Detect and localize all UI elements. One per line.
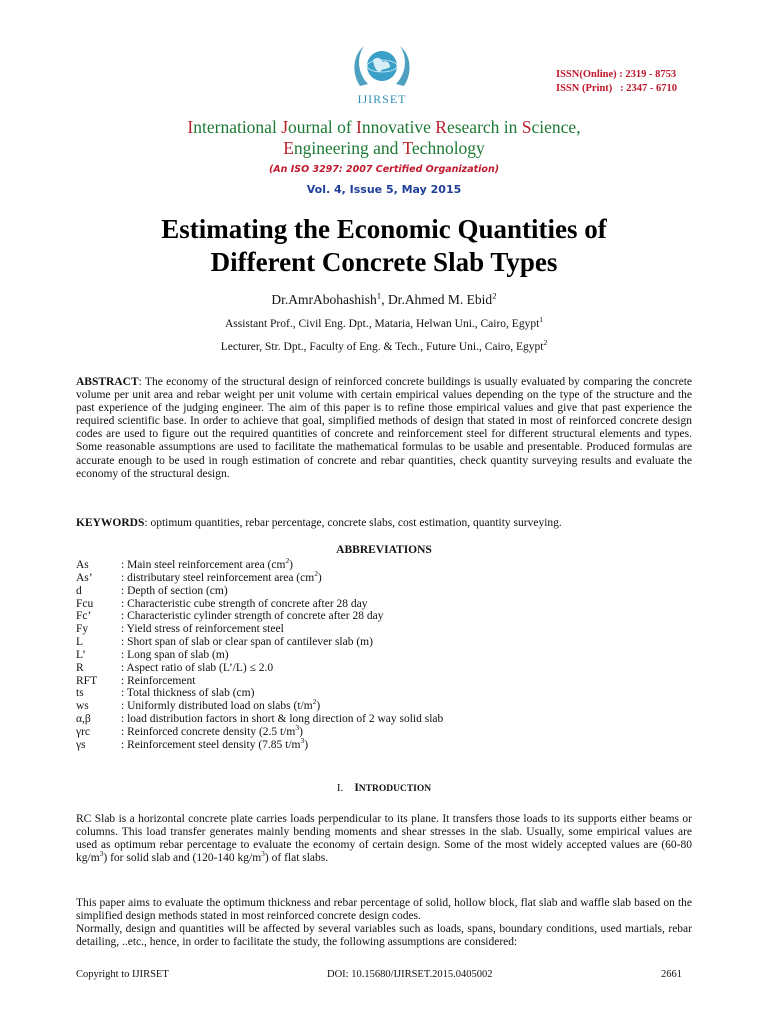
abbreviation-definition: : Aspect ratio of slab (L’/L) ≤ 2.0 xyxy=(121,661,274,674)
journal-name-segment: esearch in xyxy=(446,117,522,137)
abbreviation-unit-exponent: 2 xyxy=(285,556,290,566)
journal-name-segment: ngineering and xyxy=(293,138,403,158)
abbreviation-row xyxy=(76,662,692,675)
journal-name-segment: echnology xyxy=(411,138,485,158)
keywords-text: : optimum quantities, rebar percentage, concrete slabs, cost estimation, quantity surveying. xyxy=(144,517,562,529)
abbreviation-definition: : Yield stress of reinforcement steel xyxy=(121,623,284,636)
abbreviation-definition-tail: ) xyxy=(316,700,321,713)
abbreviation-symbol: As’ xyxy=(76,571,93,584)
abbreviation-symbol: d xyxy=(76,584,82,597)
abbreviation-row xyxy=(76,610,692,623)
abbreviation-symbol: R xyxy=(76,661,84,674)
abbreviation-row xyxy=(76,556,692,572)
abbreviation-definition-tail: ) xyxy=(317,571,322,584)
para1-part-b: ) for solid slab and (120-140 kg/m xyxy=(103,852,262,865)
abbreviation-row xyxy=(76,585,692,598)
paper-title xyxy=(0,213,768,279)
issn-online: ISSN(Online) : 2319 - 8753 xyxy=(556,69,677,80)
abbreviation-definition: : Total thickness of slab (cm) xyxy=(121,687,255,700)
footer-doi: DOI: 10.15680/IJIRSET.2015.0405002 xyxy=(327,969,493,980)
footer-page-number: 2661 xyxy=(661,969,682,980)
intro-paragraph-3: Normally, design and quantities will be affected by several variables such as loads, spans, boundary conditions, used martials, rebar detailing, ..etc., hence, in order to facilitate the study, the following assumptions are considered: xyxy=(76,923,692,949)
keywords-label: KEYWORDS xyxy=(76,517,145,529)
affiliation-1 xyxy=(0,315,768,330)
abbreviation-symbol: L’ xyxy=(76,648,86,661)
abbreviation-definition: : Reinforcement xyxy=(121,674,196,687)
abbreviation-unit-exponent: 2 xyxy=(312,697,317,707)
intro-paragraph-1 xyxy=(76,813,692,865)
abbreviation-row xyxy=(76,598,692,611)
abbreviation-definition: : Reinforcement steel density (7.85 t/m xyxy=(121,738,301,751)
footer-copyright: Copyright to IJIRSET xyxy=(76,969,169,980)
affiliation-1-text: Assistant Prof., Civil Eng. Dpt., Mataria, Helwan Uni., Cairo, Egypt xyxy=(224,318,540,330)
affiliation-2-text: Lecturer, Str. Dpt., Faculty of Eng. & Tech., Future Uni., Cairo, Egypt xyxy=(220,341,544,353)
abbreviation-definition: : Reinforced concrete density (2.5 t/m xyxy=(121,725,296,738)
issn-print: ISSN (Print) : 2347 - 6710 xyxy=(556,83,678,94)
author-2: Dr.Ahmed M. Ebid xyxy=(387,292,493,307)
volume-issue: Vol. 4, Issue 5, May 2015 xyxy=(306,183,462,196)
abbreviations-list xyxy=(76,556,692,752)
logo-text: IJIRSET xyxy=(357,92,407,106)
abbreviation-unit-exponent: 2 xyxy=(314,569,318,579)
abbreviation-definition: : Short span of slab or clear span of cantilever slab (m) xyxy=(121,636,373,649)
journal-name-segment: nnovative xyxy=(361,117,436,137)
abbreviation-symbol: Fc’ xyxy=(76,610,92,623)
section-title-rest: NTRODUCTION xyxy=(358,784,432,794)
section-title-first: I xyxy=(354,782,359,794)
abbreviation-symbol: α,β xyxy=(76,713,91,726)
journal-name-segment: I xyxy=(356,117,362,137)
abbreviation-definition-tail: ) xyxy=(289,559,294,571)
abbreviation-definition: : Uniformly distributed load on slabs (t/m xyxy=(121,700,313,713)
journal-name-segment: S xyxy=(521,117,532,137)
abbreviation-symbol: γrc xyxy=(76,725,91,738)
abbreviation-definition-tail: ) xyxy=(299,725,303,738)
author-2-sup: 2 xyxy=(492,290,497,301)
abbreviation-row xyxy=(76,687,692,700)
abbreviation-symbol: RFT xyxy=(76,674,98,687)
journal-name-segment: J xyxy=(281,117,288,137)
abstract-label: ABSTRACT xyxy=(76,376,139,388)
journal-name-segment: T xyxy=(402,138,412,158)
abbreviation-unit-exponent: 3 xyxy=(300,735,305,745)
abbreviation-symbol: As xyxy=(76,559,89,571)
abbreviation-symbol: ws xyxy=(76,700,89,713)
title-line-1: Estimating the Economic Quantities of xyxy=(161,214,607,244)
journal-name-segment: ournal of xyxy=(288,117,357,137)
abbreviation-definition: : load distribution factors in short & long direction of 2 way solid slab xyxy=(121,713,444,726)
intro-paragraph-2: This paper aims to evaluate the optimum thickness and rebar percentage of solid, hollow block, flat slab and waffle slab based on the simplified design methods stated in most reinforced concrete design codes. xyxy=(76,897,692,923)
keywords xyxy=(76,517,692,529)
author-separator: , xyxy=(381,292,388,307)
abbreviation-row xyxy=(76,636,692,649)
abbreviation-symbol: ts xyxy=(76,687,84,700)
abbreviation-definition: : Characteristic cube strength of concrete after 28 day xyxy=(121,597,368,610)
journal-name-segment: I xyxy=(187,117,194,137)
author-1-sup: 1 xyxy=(376,290,382,301)
abbreviation-row xyxy=(76,723,692,739)
abbreviation-row xyxy=(76,569,692,585)
journal-name-segment: cience, xyxy=(531,117,581,137)
abbreviation-row xyxy=(76,713,692,726)
globe-logo-icon xyxy=(346,40,418,90)
issn-block xyxy=(556,68,677,96)
abbreviation-symbol: Fcu xyxy=(76,597,94,610)
journal-name-line1 xyxy=(0,117,768,138)
abbreviation-definition-tail: ) xyxy=(304,738,309,751)
abbreviation-unit-exponent: 3 xyxy=(295,723,300,733)
abstract-text: : The economy of the structural design of reinforced concrete buildings is usually evaluated by comparing the concrete volume per unit area and rebar weight per unit volume with certain empirical values depending on the type of the structure and the past experience of the judging engineer. The aim of this paper is to refine those empirical values and give that past experience the required scientific base. In order to achieve that goal, simplified methods of design that stated in most of reinforced concrete design codes are used to figure out the required quantities of concrete and reinforcement steel for different structural elements and types. Some reasonable assumptions are used to facilitate the mathematical formulas to be usable and presentable. Produced formulas are accurate enough to be used in rough estimation of concrete and rebar quantities, check quantity surveying results and evaluate the economy of the structural design. xyxy=(76,376,692,480)
journal-logo xyxy=(346,40,418,110)
authors xyxy=(0,292,768,308)
abbreviation-definition: : Characteristic cylinder strength of concrete after 28 day xyxy=(121,610,384,623)
journal-name-segment: nternational xyxy=(193,117,282,137)
abbreviations-heading: ABBREVIATIONS xyxy=(336,544,432,556)
author-1: Dr.AmrAbohashish xyxy=(271,292,377,307)
abbreviation-definition: : Main steel reinforcement area (cm xyxy=(121,559,286,571)
journal-name-segment: R xyxy=(435,117,447,137)
para1-part-a: RC Slab is a horizontal concrete plate carries loads perpendicular to its plane. It transfers those loads to its supports either beams or columns. This load transfer generates mainly bending moments and shear stresses in the slab. Usually, some empirical values are used as optimum rebar percentage to evaluate the economy of certain design. Some of the most widely accepted values are (60-80 kg/m xyxy=(76,813,692,865)
journal-name-segment: E xyxy=(283,138,294,158)
abbreviation-row xyxy=(76,697,692,713)
abbreviation-definition: : Depth of section (cm) xyxy=(121,584,228,597)
abbreviation-row xyxy=(76,649,692,662)
abbreviation-row xyxy=(76,735,692,752)
abbreviation-row xyxy=(76,675,692,688)
abbreviation-definition: : Long span of slab (m) xyxy=(121,648,229,661)
affiliation-2-sup: 2 xyxy=(543,338,548,348)
section-heading-introduction xyxy=(0,782,768,794)
abbreviation-definition: : distributary steel reinforcement area (cm xyxy=(121,571,315,584)
title-line-2: Different Concrete Slab Types xyxy=(210,247,558,277)
iso-certification: (An ISO 3297: 2007 Certified Organization) xyxy=(268,164,500,175)
abbreviation-row xyxy=(76,623,692,636)
abbreviation-symbol: γs xyxy=(76,738,86,751)
section-number: I. xyxy=(336,782,344,794)
abbreviation-symbol: Fy xyxy=(76,623,89,636)
para1-sup-2: 3 xyxy=(261,849,265,859)
para1-part-c: ) of flat slabs. xyxy=(264,852,329,865)
abbreviation-symbol: L xyxy=(76,636,84,649)
affiliation-1-sup: 1 xyxy=(539,315,544,325)
journal-name-line2 xyxy=(0,138,768,159)
affiliation-2 xyxy=(0,338,768,353)
para1-sup-1: 3 xyxy=(99,849,104,859)
abstract xyxy=(76,376,692,481)
